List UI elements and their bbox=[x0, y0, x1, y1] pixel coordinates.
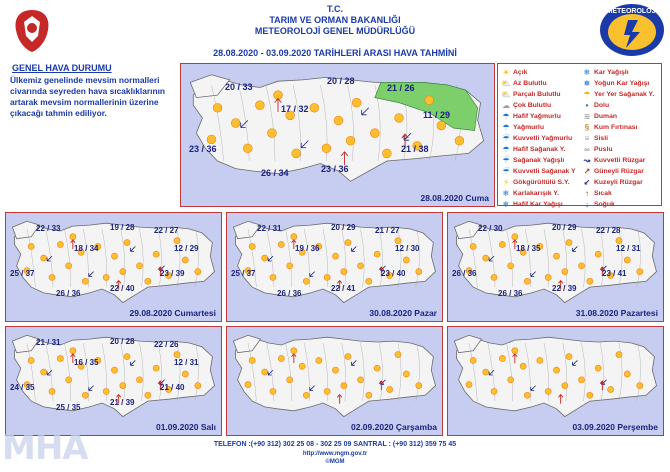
sun-icon bbox=[332, 367, 338, 373]
sun-icon bbox=[28, 357, 34, 363]
sun-icon bbox=[41, 369, 47, 375]
legend-item bbox=[501, 133, 585, 144]
sun-icon bbox=[332, 253, 338, 259]
sun-icon bbox=[352, 98, 361, 107]
legend-item bbox=[582, 188, 666, 199]
header-line1: T.C. bbox=[326, 4, 343, 14]
temp-label: 20 / 33 bbox=[225, 82, 253, 92]
legend-item bbox=[582, 111, 666, 122]
sun-icon bbox=[341, 269, 347, 275]
temp-label: 22 / 27 bbox=[154, 226, 179, 235]
sun-icon bbox=[566, 354, 572, 360]
sun-icon bbox=[207, 135, 216, 144]
footer-copyright: ©MGM bbox=[325, 459, 345, 465]
temp-label: 21 / 39 bbox=[110, 398, 135, 407]
legend-label: Yağmurlu bbox=[513, 124, 544, 131]
sun-icon bbox=[537, 357, 543, 363]
sun-icon bbox=[346, 136, 355, 145]
sun-icon bbox=[524, 392, 530, 398]
map-date: 29.08.2020 Cumartesi bbox=[129, 308, 216, 318]
heavy-rain-icon: ☔ bbox=[502, 134, 510, 143]
legend-label: Sıcak bbox=[594, 190, 612, 197]
scattered-shower-icon: ☂ bbox=[583, 90, 591, 99]
sun-icon bbox=[524, 278, 530, 284]
temp-label: 21 / 26 bbox=[387, 83, 415, 93]
header bbox=[0, 0, 670, 62]
heavy-snow-icon: ❅ bbox=[583, 79, 591, 88]
temp-label: 26 / 36 bbox=[452, 269, 477, 278]
sun-icon bbox=[562, 269, 568, 275]
sun-icon bbox=[268, 129, 277, 138]
legend-item bbox=[501, 122, 585, 133]
north-wind-icon: ↙ bbox=[583, 178, 591, 187]
sun-icon bbox=[403, 371, 409, 377]
sun-icon bbox=[28, 243, 34, 249]
legend-label: Kuvvetli Rüzgar bbox=[594, 157, 646, 164]
legend-label: Yoğun Kar Yağışı bbox=[594, 80, 650, 87]
sun-icon bbox=[66, 377, 72, 383]
light-snow-icon: ❄ bbox=[502, 200, 510, 209]
sun-icon bbox=[553, 367, 559, 373]
haze-icon: ∞ bbox=[584, 145, 590, 154]
legend-label: Sisli bbox=[594, 135, 608, 142]
legend-label: Kuvvetli Sağanak Y bbox=[513, 168, 576, 175]
sun-icon bbox=[291, 348, 297, 354]
legend-label: Sağanak Yağışlı bbox=[513, 157, 565, 164]
meteorology-logo bbox=[598, 2, 666, 58]
sun-icon bbox=[49, 274, 55, 280]
sun-icon bbox=[287, 377, 293, 383]
sun-icon bbox=[499, 355, 505, 361]
hot-icon: ↑ bbox=[585, 189, 589, 198]
sun-icon bbox=[195, 269, 201, 275]
sun-icon bbox=[255, 101, 264, 110]
sun-icon bbox=[512, 234, 518, 240]
map-date: 30.08.2020 Pazar bbox=[369, 308, 437, 318]
sun-icon bbox=[466, 382, 472, 388]
temp-label: 16 / 35 bbox=[74, 358, 99, 367]
south-wind-icon: ↗ bbox=[583, 167, 591, 176]
sun-icon bbox=[545, 388, 551, 394]
sun-icon bbox=[637, 269, 643, 275]
temp-label: 23 / 36 bbox=[189, 144, 217, 154]
sun-icon bbox=[366, 392, 372, 398]
sun-icon bbox=[120, 383, 126, 389]
temp-label: 26 / 36 bbox=[56, 289, 81, 298]
sun-icon bbox=[382, 149, 391, 158]
snow-icon: ❄ bbox=[583, 68, 591, 77]
legend-item bbox=[501, 188, 585, 199]
legend-item bbox=[501, 100, 585, 111]
sun-icon: ☀ bbox=[502, 68, 510, 77]
sun-icon bbox=[262, 255, 268, 261]
sun-icon bbox=[470, 243, 476, 249]
sun-icon bbox=[270, 388, 276, 394]
temp-label: 23 / 40 bbox=[381, 269, 406, 278]
temp-label: 12 / 29 bbox=[174, 244, 199, 253]
legend-label: Kuzeyli Rüzgar bbox=[594, 179, 643, 186]
sun-icon bbox=[66, 263, 72, 269]
temp-label: 22 / 33 bbox=[36, 224, 61, 233]
sun-icon bbox=[182, 371, 188, 377]
temp-label: 22 / 28 bbox=[596, 226, 621, 235]
sun-icon bbox=[303, 392, 309, 398]
sun-icon bbox=[637, 383, 643, 389]
temp-label: 23 / 41 bbox=[602, 269, 627, 278]
temp-label: 22 / 41 bbox=[331, 284, 356, 293]
sun-icon bbox=[174, 238, 180, 244]
footer bbox=[0, 440, 670, 472]
sun-icon bbox=[299, 363, 305, 369]
sun-icon bbox=[512, 348, 518, 354]
thunder-icon: ⚡ bbox=[503, 178, 509, 187]
watermark-logo: MHA bbox=[2, 428, 88, 468]
map-panel-day3 bbox=[226, 212, 443, 322]
temp-label: 22 / 39 bbox=[552, 284, 577, 293]
sun-icon bbox=[195, 383, 201, 389]
temp-label: 18 / 34 bbox=[74, 244, 99, 253]
smoke-icon: ≋ bbox=[583, 112, 591, 121]
sun-icon bbox=[153, 251, 159, 257]
temp-label: 11 / 29 bbox=[423, 110, 451, 120]
sun-icon bbox=[470, 357, 476, 363]
legend-item bbox=[582, 199, 666, 210]
map-panel-main bbox=[180, 63, 495, 207]
sun-icon bbox=[437, 121, 446, 130]
header-line3: METEOROLOJİ GENEL MÜDÜRLÜĞÜ bbox=[254, 26, 416, 36]
legend-label: Puslu bbox=[594, 146, 613, 153]
legend-item bbox=[501, 67, 585, 78]
map-panel-day7 bbox=[447, 326, 664, 436]
temp-label: 21 / 38 bbox=[401, 144, 429, 154]
temp-label: 25 / 37 bbox=[231, 269, 256, 278]
legend-col-right bbox=[582, 67, 666, 210]
legend-item bbox=[582, 67, 666, 78]
cold-icon: ↓ bbox=[585, 200, 589, 209]
sun-icon bbox=[624, 371, 630, 377]
legend-label: Karlakarışık Y. bbox=[513, 190, 559, 197]
sun-icon bbox=[41, 255, 47, 261]
cloud-icon: ☁ bbox=[502, 101, 510, 110]
strong-wind-icon: ↝ bbox=[583, 156, 591, 165]
legend-label: Parçalı Bulutlu bbox=[513, 91, 561, 98]
sun-icon bbox=[292, 149, 301, 158]
map-date: 28.08.2020 Cuma bbox=[420, 193, 489, 203]
temp-label: 24 / 35 bbox=[10, 383, 35, 392]
temp-label: 25 / 35 bbox=[56, 403, 81, 412]
sun-icon bbox=[249, 243, 255, 249]
sun-icon bbox=[136, 263, 142, 269]
sun-icon bbox=[341, 383, 347, 389]
sun-icon bbox=[334, 116, 343, 125]
temp-label: 12 / 30 bbox=[395, 244, 420, 253]
legend-item bbox=[501, 166, 585, 177]
legend-item bbox=[501, 111, 585, 122]
turkey-map bbox=[227, 327, 443, 436]
temp-label: 19 / 28 bbox=[110, 223, 135, 232]
sun-icon bbox=[508, 263, 514, 269]
sun-icon bbox=[395, 238, 401, 244]
sun-icon bbox=[70, 348, 76, 354]
sun-icon bbox=[322, 144, 331, 153]
legend bbox=[497, 63, 662, 209]
map-panel-day5 bbox=[5, 326, 222, 436]
sun-icon bbox=[243, 144, 252, 153]
sun-icon bbox=[103, 388, 109, 394]
map-date: 01.09.2020 Salı bbox=[155, 422, 216, 432]
sun-icon bbox=[345, 240, 351, 246]
map-date: 03.09.2020 Perşembe bbox=[572, 422, 658, 432]
sun-icon bbox=[545, 274, 551, 280]
rain-icon: ☂ bbox=[502, 123, 510, 132]
temp-label: 18 / 35 bbox=[516, 244, 541, 253]
sun-icon bbox=[587, 392, 593, 398]
sun-icon bbox=[374, 251, 380, 257]
temp-label: 22 / 31 bbox=[257, 224, 282, 233]
legend-item bbox=[501, 144, 585, 155]
light-rain-icon: ☂ bbox=[502, 112, 510, 121]
temp-label: 20 / 29 bbox=[552, 223, 577, 232]
temp-label: 26 / 36 bbox=[498, 289, 523, 298]
sun-icon bbox=[587, 278, 593, 284]
sun-icon bbox=[387, 386, 393, 392]
sun-icon bbox=[324, 388, 330, 394]
sun-icon bbox=[278, 241, 284, 247]
sun-icon bbox=[153, 365, 159, 371]
sun-icon bbox=[395, 114, 404, 123]
temp-label: 26 / 36 bbox=[277, 289, 302, 298]
legend-item bbox=[501, 155, 585, 166]
meteorology-logo-text: METEOROLOJİ bbox=[606, 8, 658, 15]
sun-icon bbox=[213, 103, 222, 112]
legend-label: Duman bbox=[594, 113, 618, 120]
sun-icon bbox=[136, 377, 142, 383]
legend-label: Gökgürültülü S.Y. bbox=[513, 179, 570, 186]
sun-icon bbox=[370, 129, 379, 138]
legend-col-left bbox=[501, 67, 585, 210]
sun-icon bbox=[566, 240, 572, 246]
sun-icon bbox=[491, 388, 497, 394]
temp-label: 25 / 37 bbox=[10, 269, 35, 278]
turkey-map bbox=[448, 327, 664, 436]
light-shower-icon: ☂ bbox=[502, 145, 510, 154]
sun-icon bbox=[578, 263, 584, 269]
legend-label: Az Bulutlu bbox=[513, 80, 547, 87]
temp-label: 20 / 28 bbox=[110, 337, 135, 346]
map-panel-day2 bbox=[5, 212, 222, 322]
sun-icon bbox=[57, 241, 63, 247]
map-date: 31.08.2020 Pazartesi bbox=[575, 308, 658, 318]
temp-label: 22 / 40 bbox=[110, 284, 135, 293]
temp-label: 23 / 39 bbox=[160, 269, 185, 278]
sun-icon bbox=[455, 136, 464, 145]
legend-label: Hafif Sağanak Y. bbox=[513, 146, 566, 153]
sun-icon bbox=[303, 278, 309, 284]
sun-icon bbox=[483, 255, 489, 261]
sun-icon bbox=[624, 257, 630, 263]
sun-cloud-icon: ⛅ bbox=[501, 79, 511, 88]
status-text: Ülkemiz genelinde mevsim normalleri civarında seyreden hava sıcaklıklarının artarak mevsim normallerinin üzerine çıkacağı tahmin ediliyor. bbox=[10, 75, 166, 118]
sun-icon bbox=[145, 278, 151, 284]
temp-label: 26 / 34 bbox=[261, 168, 289, 178]
sun-icon bbox=[124, 354, 130, 360]
sun-icon bbox=[287, 263, 293, 269]
sun-icon bbox=[103, 274, 109, 280]
sun-icon bbox=[231, 119, 240, 128]
hail-icon: • bbox=[585, 101, 589, 110]
sun-icon bbox=[499, 241, 505, 247]
sun-icon bbox=[357, 377, 363, 383]
sun-icon bbox=[310, 103, 319, 112]
temp-label: 20 / 29 bbox=[331, 223, 356, 232]
sun-icon bbox=[278, 355, 284, 361]
legend-item bbox=[582, 78, 666, 89]
sun-icon bbox=[82, 392, 88, 398]
sun-icon bbox=[49, 388, 55, 394]
temp-label: 19 / 36 bbox=[295, 244, 320, 253]
sun-icon bbox=[262, 369, 268, 375]
legend-label: Hafif Kar Yağışı bbox=[513, 201, 563, 208]
fog-icon: ≡ bbox=[584, 134, 590, 143]
legend-item bbox=[582, 166, 666, 177]
sun-icon bbox=[425, 96, 434, 105]
temp-label: 22 / 26 bbox=[154, 340, 179, 349]
sun-icon bbox=[316, 357, 322, 363]
sun-icon bbox=[416, 269, 422, 275]
map-date: 02.09.2020 Çarşamba bbox=[350, 422, 437, 432]
legend-label: Kum Fırtınası bbox=[594, 124, 638, 131]
sun-icon bbox=[508, 377, 514, 383]
sun-icon bbox=[562, 383, 568, 389]
legend-label: Kuvvetli Yağmurlu bbox=[513, 135, 573, 142]
legend-item bbox=[501, 199, 585, 210]
sun-icon bbox=[595, 365, 601, 371]
sun-icon bbox=[182, 257, 188, 263]
legend-label: Güneyli Rüzgar bbox=[594, 168, 644, 175]
temp-label: 21 / 40 bbox=[160, 383, 185, 392]
sun-icon bbox=[366, 278, 372, 284]
sun-icon bbox=[483, 369, 489, 375]
legend-item bbox=[582, 144, 666, 155]
status-title: GENEL HAVA DURUMU bbox=[12, 63, 112, 73]
sun-icon bbox=[616, 238, 622, 244]
sun-icon bbox=[324, 274, 330, 280]
sun-icon bbox=[578, 377, 584, 383]
sun-icon bbox=[174, 352, 180, 358]
temp-label: 22 / 30 bbox=[478, 224, 503, 233]
sun-icon bbox=[70, 234, 76, 240]
temp-label: 20 / 28 bbox=[327, 76, 355, 86]
sun-icon bbox=[374, 365, 380, 371]
legend-label: Hafif Yağmurlu bbox=[513, 113, 561, 120]
sun-icon bbox=[403, 257, 409, 263]
sun-icon bbox=[82, 278, 88, 284]
legend-item bbox=[582, 155, 666, 166]
sun-icon bbox=[357, 263, 363, 269]
partly-cloudy-icon: ⛅ bbox=[501, 90, 511, 99]
sun-icon bbox=[145, 392, 151, 398]
temp-label: 12 / 31 bbox=[616, 244, 641, 253]
map-panel-day6 bbox=[226, 326, 443, 436]
sun-icon bbox=[491, 274, 497, 280]
temp-label: 17 / 32 bbox=[281, 104, 309, 114]
legend-label: Açık bbox=[513, 69, 528, 76]
temp-label: 21 / 31 bbox=[36, 338, 61, 347]
sandstorm-icon: § bbox=[584, 123, 590, 132]
legend-item bbox=[501, 89, 585, 100]
sun-icon bbox=[553, 253, 559, 259]
temp-label: 23 / 36 bbox=[321, 164, 349, 174]
heavy-shower-icon: ☔ bbox=[502, 167, 510, 176]
legend-item bbox=[501, 177, 585, 188]
legend-label: Yer Yer Sağanak Y. bbox=[594, 91, 655, 98]
legend-label: Dolu bbox=[594, 102, 610, 109]
legend-label: Soğuk bbox=[594, 201, 615, 208]
temp-label: 12 / 31 bbox=[174, 358, 199, 367]
legend-label: Kar Yağışlı bbox=[594, 69, 629, 76]
legend-item bbox=[582, 177, 666, 188]
legend-item bbox=[501, 78, 585, 89]
header-line2: TARIM VE ORMAN BAKANLIĞI bbox=[269, 15, 401, 25]
sun-icon bbox=[249, 357, 255, 363]
legend-item bbox=[582, 133, 666, 144]
temp-label: 21 / 27 bbox=[375, 226, 400, 235]
sun-icon bbox=[120, 269, 126, 275]
legend-label: Çok Bulutlu bbox=[513, 102, 552, 109]
general-status bbox=[8, 63, 178, 205]
footer-web[interactable]: http://www.mgm.gov.tr bbox=[302, 451, 368, 457]
legend-item bbox=[582, 122, 666, 133]
ministry-logo bbox=[8, 6, 56, 54]
sun-icon bbox=[291, 234, 297, 240]
sun-icon bbox=[616, 352, 622, 358]
sun-icon bbox=[124, 240, 130, 246]
sun-icon bbox=[520, 363, 526, 369]
sun-icon bbox=[111, 253, 117, 259]
shower-icon: ☔ bbox=[502, 156, 510, 165]
map-panel-day4 bbox=[447, 212, 664, 322]
sun-icon bbox=[395, 352, 401, 358]
sleet-icon: ❄ bbox=[502, 189, 510, 198]
sun-icon bbox=[270, 274, 276, 280]
sun-icon bbox=[57, 355, 63, 361]
sun-icon bbox=[595, 251, 601, 257]
sun-icon bbox=[608, 386, 614, 392]
legend-item bbox=[582, 100, 666, 111]
forecast-title: 28.08.2020 - 03.09.2020 TARİHLERİ ARASI HAVA TAHMİNİ bbox=[213, 48, 457, 58]
sun-icon bbox=[416, 383, 422, 389]
legend-item bbox=[582, 89, 666, 100]
sun-icon bbox=[345, 354, 351, 360]
sun-icon bbox=[111, 367, 117, 373]
footer-contact: TELEFON :(+90 312) 302 25 08 - 302 25 09 SANTRAL : (+90 312) 359 75 45 bbox=[213, 441, 457, 448]
sun-icon bbox=[245, 382, 251, 388]
